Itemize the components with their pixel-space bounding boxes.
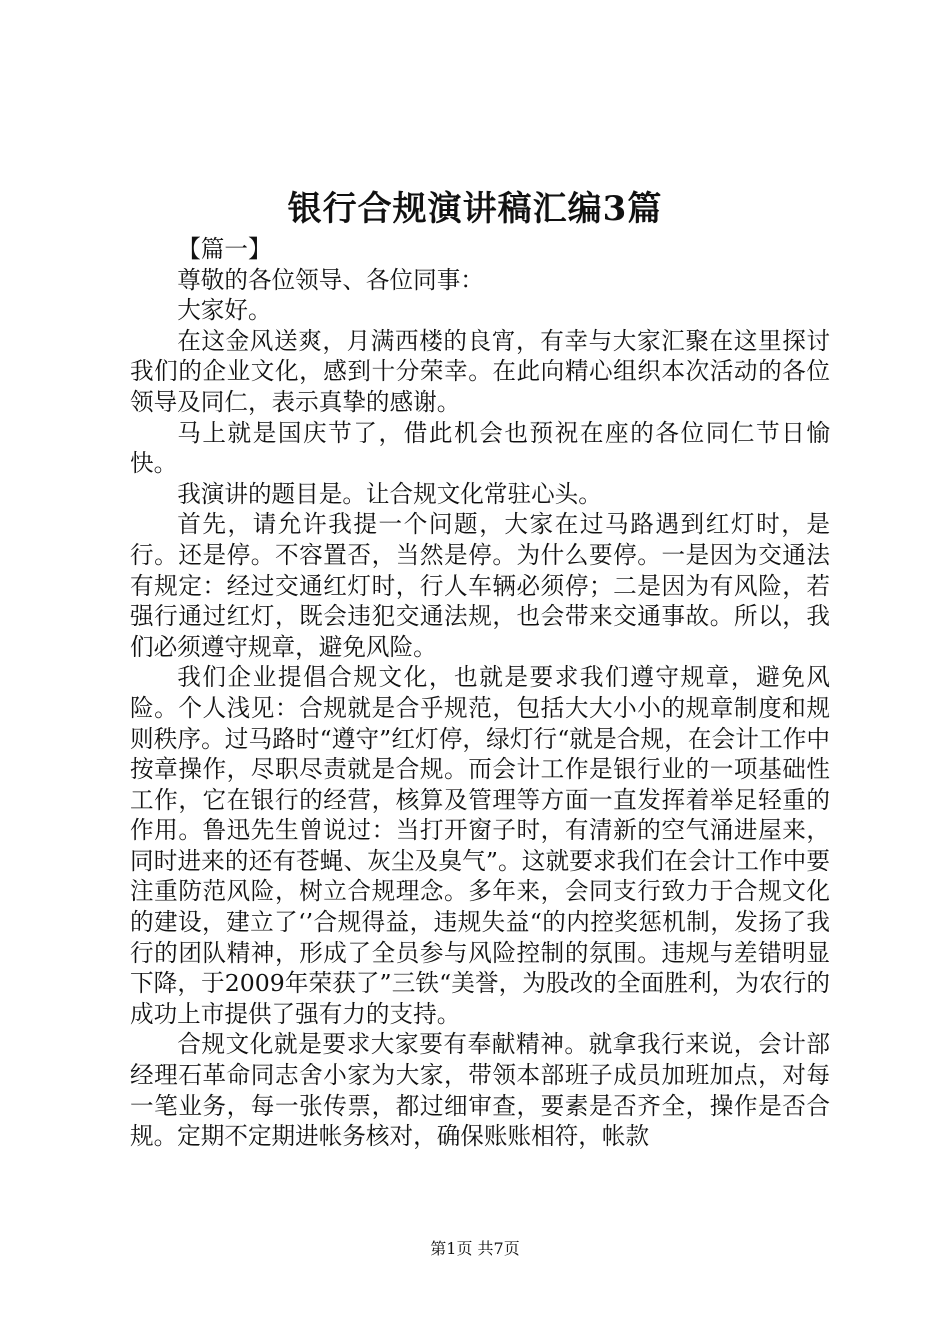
paragraph: 在这金风送爽，月满西楼的良宵，有幸与大家汇聚在这里探讨我们的企业文化，感到十分荣幸。在此向精心组织本次活动的各位领导及同仁，表示真挚的感谢。 — [130, 326, 830, 416]
paragraph: 我演讲的题目是。让合规文化常驻心头。 — [177, 479, 602, 508]
paragraph: 我们企业提倡合规文化，也就是要求我们遵守规章，避免风险。个人浅见：合规就是合乎规范，包括大大小小的规章制度和规则秩序。过马路时“遵守”红灯停，绿灯行“就是合规，在会计工作中按章操作，尽职尽责就是合规。而会计工作是银行业的一项基础性工作，它在银行的经营，核算及管理等方面一直发挥着举足轻重的作用。鲁迅先生曾说过：当打开窗子时，有清新的空气涌进屋来，同时进来的还有苍蝇、灰尘及臭气”。这就要求我们在会计工作中要注重防范风险，树立合规理念。多年来，会同支行致力于合规文化的建设，建立了‘’合规得益，违规失益“的内控奖惩机制，发扬了我行的团队精神，形成了全员参与风险控制的氛围。违规与差错明显下降，于2009年荣获了”三铁“美誉，为股改的全面胜利，为农行的成功上市提供了强有力的支持。 — [130, 663, 830, 1028]
salutation: 尊敬的各位领导、各位同事： — [177, 265, 484, 294]
document-title: 银行合规演讲稿汇编3篇 — [287, 189, 663, 229]
document-body — [130, 234, 830, 1152]
paragraph: 合规文化就是要求大家要有奉献精神。就拿我行来说，会计部经理石革命同志舍小家为大家，带领本部班子成员加班加点，对每一笔业务，每一张传票，都过细审查，要素是否齐全，操作是否合规。定期不定期进帐务核对，确保账账相符，帐款 — [130, 1030, 830, 1151]
page-number: 第1页 共7页 — [430, 1239, 520, 1258]
paragraph: 马上就是国庆节了，借此机会也预祝在座的各位同仁节日愉快。 — [130, 418, 830, 478]
paragraph: 首先，请允许我提一个问题，大家在过马路遇到红灯时，是行。还是停。不容置否，当然是停。为什么要停。一是因为交通法有规定：经过交通红灯时，行人车辆必须停；二是因为有风险，若强行通过红灯，既会违犯交通法规，也会带来交通事故。所以，我们必须遵守规章，避免风险。 — [130, 510, 830, 661]
greeting: 大家好。 — [177, 296, 272, 325]
section-heading: 【篇一】 — [177, 235, 272, 263]
